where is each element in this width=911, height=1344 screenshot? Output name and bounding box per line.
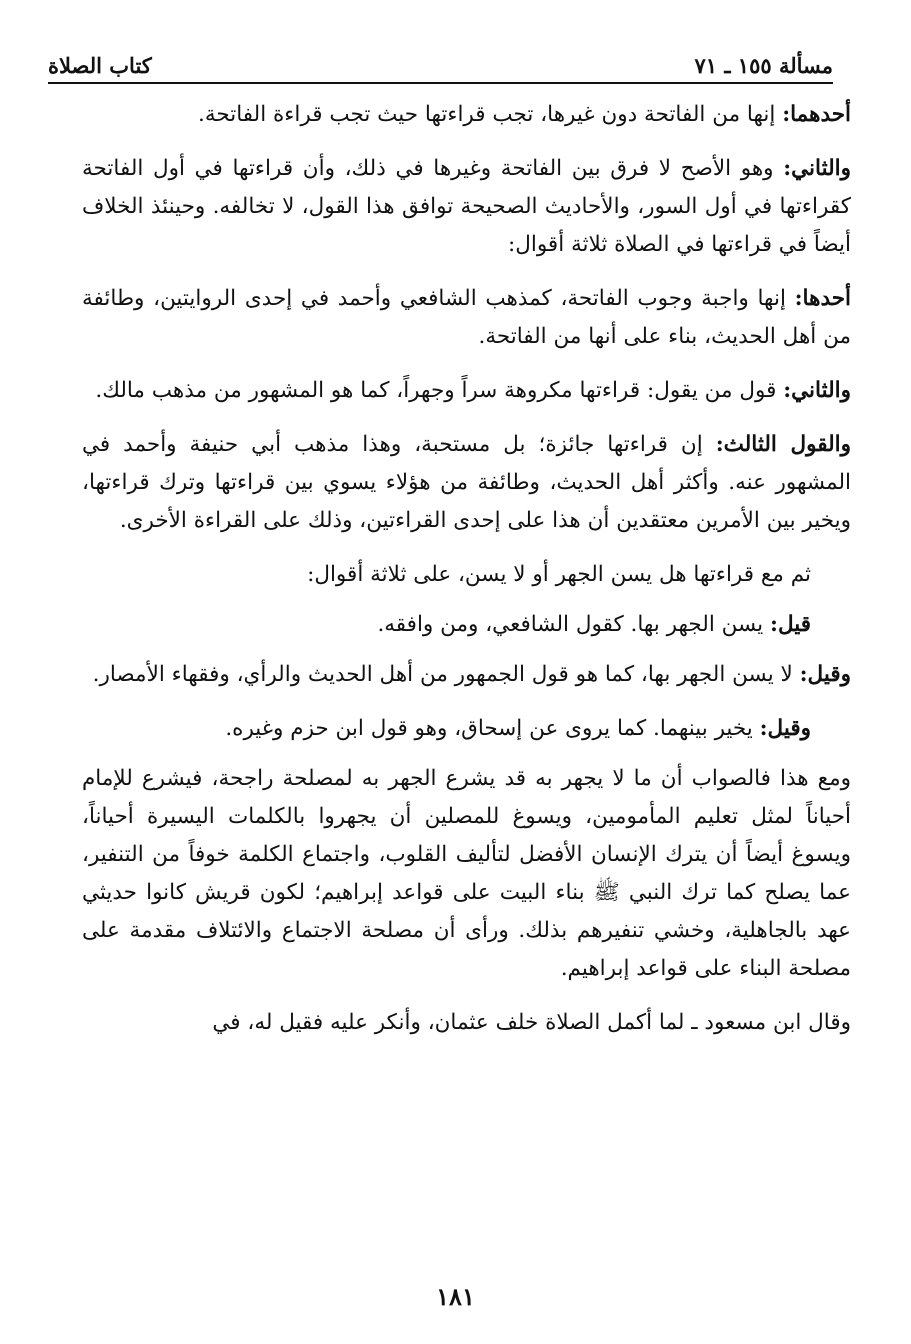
paragraph-lead: والثاني: — [783, 156, 851, 181]
paragraph-lead: والثاني: — [783, 378, 851, 403]
paragraph-lead: أحدها: — [794, 286, 851, 311]
paragraph-lead: قيل: — [770, 612, 811, 637]
paragraph-text: إنها من الفاتحة دون غيرها، تجب قراءتها حيث تجب قراءة الفاتحة. — [198, 102, 783, 127]
paragraph-text: ومع هذا فالصواب أن ما لا يجهر به قد يشرع الجهر به لمصلحة راجحة، فيشرع للإمام أحياناً لمثل تعليم المأمومين، ويسوغ للمصلين أن يجهروا بالكلمات اليسيرة أحياناً، ويسوغ أيضاً أن يترك الإنسان الأفضل لتأليف القلوب، واجتماع الكلمة خوفاً من التنفير، عما يصلح كما ترك النبي ﷺ بناء البيت على قواعد إبراهيم؛ لكون قريش كانوا حديثي عهد بالجاهلية، وخشي تنفيرهم بذلك. ورأى أن مصلحة الاجتماع والائتلاف مقدمة على مصلحة البناء على قواعد إبراهيم. — [82, 766, 851, 981]
paragraph — [82, 426, 851, 540]
paragraph-lead: والقول الثالث: — [715, 432, 851, 457]
paragraph-lead: وقيل: — [799, 662, 851, 687]
paragraph-text: ثم مع قراءتها هل يسن الجهر أو لا يسن، على ثلاثة أقوال: — [307, 562, 811, 587]
page-number: ١٨١ — [436, 1282, 475, 1311]
running-header — [48, 38, 833, 84]
paragraph-lead: وقيل: — [759, 716, 811, 741]
paragraph — [82, 710, 851, 748]
paragraph-text: قول من يقول: قراءتها مكروهة سراً وجهراً، كما هو المشهور من مذهب مالك. — [95, 378, 784, 403]
paragraph — [82, 656, 851, 694]
paragraph — [82, 280, 851, 356]
paragraph-text: إن قراءتها جائزة؛ بل مستحبة، وهذا مذهب أبي حنيفة وأحمد في المشهور عنه. وأكثر أهل الحديث، وطائفة من هؤلاء يسوي بين قراءتها وترك قراءتها، ويخير بين الأمرين معتقدين أن هذا على إحدى القراءتين، وذلك على القراءة الأخرى. — [82, 432, 851, 533]
paragraph — [82, 556, 851, 594]
book-title: كتاب الصلاة — [48, 53, 152, 78]
paragraph — [82, 1004, 851, 1042]
paragraph — [82, 372, 851, 410]
paragraph-lead: أحدهما: — [782, 102, 851, 127]
issue-reference: مسألة ١٥٥ ـ ٧١ — [694, 53, 833, 78]
paragraph — [82, 150, 851, 264]
paragraph-text: وهو الأصح لا فرق بين الفاتحة وغيرها في ذلك، وأن قراءتها في أول الفاتحة كقراءتها في أول السور، والأحاديث الصحيحة توافق هذا القول، لا تخالفه. وحينئذ الخلاف أيضاً في قراءتها في الصلاة ثلاثة أقوال: — [82, 156, 851, 257]
paragraph-text: لا يسن الجهر بها، كما هو قول الجمهور من أهل الحديث والرأي، وفقهاء الأمصار. — [92, 662, 800, 687]
paragraph-text: إنها واجبة وجوب الفاتحة، كمذهب الشافعي وأحمد في إحدى الروايتين، وطائفة من أهل الحديث، بناء على أنها من الفاتحة. — [82, 286, 851, 349]
paragraph — [82, 760, 851, 988]
page-body — [82, 96, 851, 1058]
paragraph-text: يخير بينهما. كما يروى عن إسحاق، وهو قول ابن حزم وغيره. — [225, 716, 760, 741]
paragraph-text: يسن الجهر بها. كقول الشافعي، ومن وافقه. — [377, 612, 771, 637]
paragraph-text: وقال ابن مسعود ـ لما أكمل الصلاة خلف عثمان، وأنكر عليه فقيل له، في — [212, 1010, 851, 1035]
paragraph — [82, 96, 851, 134]
paragraph — [82, 606, 851, 644]
